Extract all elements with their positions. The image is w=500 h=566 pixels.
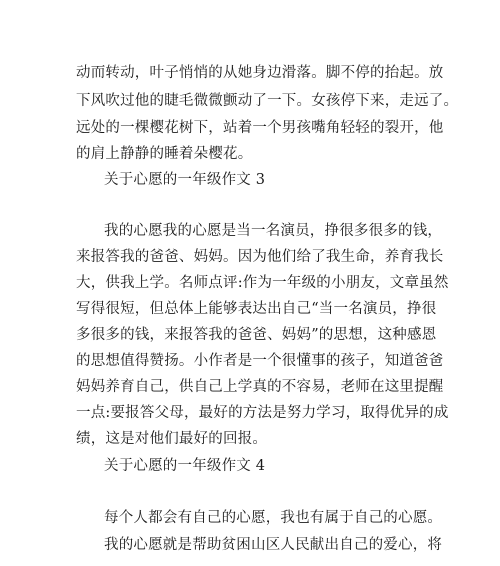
paragraph-line: 写得很短，但总体上能够表达出自己“当一名演员，挣很	[76, 301, 437, 317]
paragraph-line: 一点:要报答父母，最好的方法是努力学习，取得优异的成	[76, 405, 449, 421]
paragraph-line: 妈妈养育自己，供自己上学真的不容易，老师在这里提醒	[76, 379, 444, 395]
section-heading: 关于心愿的一年级作文 4	[104, 458, 266, 474]
paragraph-line: 多很多的钱，来报答我的爸爸、妈妈”的思想，这种感恩	[76, 327, 437, 343]
paragraph-line: 的肩上静静的睡着朵樱花。	[76, 146, 253, 162]
paragraph-line: 的思想值得赞扬。小作者是一个很懂事的孩子，知道爸爸	[76, 353, 444, 369]
paragraph-line: 下风吹过他的睫毛微微颤动了一下。女孩停下来，走远了。	[76, 93, 459, 109]
paragraph-line: 动而转动，叶子悄悄的从她身边滑落。脚不停的抬起。放	[76, 65, 444, 81]
paragraph-line: 远处的一棵樱花树下，站着一个男孩嘴角轻轻的裂开，他	[76, 120, 444, 136]
paragraph-line: 我的心愿就是帮助贫困山区人民献出自己的爱心，将	[104, 537, 443, 553]
paragraph-line: 我的心愿我的心愿是当一名演员，挣很多很多的钱，	[104, 223, 443, 239]
section-heading: 关于心愿的一年级作文 3	[104, 172, 266, 188]
paragraph-line: 大，供我上学。名师点评:作为一年级的小朋友，文章虽然	[76, 275, 449, 291]
paragraph-line: 绩，这是对他们最好的回报。	[76, 431, 268, 447]
paragraph-line: 每个人都会有自己的心愿，我也有属于自己的心愿。	[104, 510, 443, 526]
paragraph-line: 来报答我的爸爸、妈妈。因为他们给了我生命，养育我长	[76, 249, 444, 265]
